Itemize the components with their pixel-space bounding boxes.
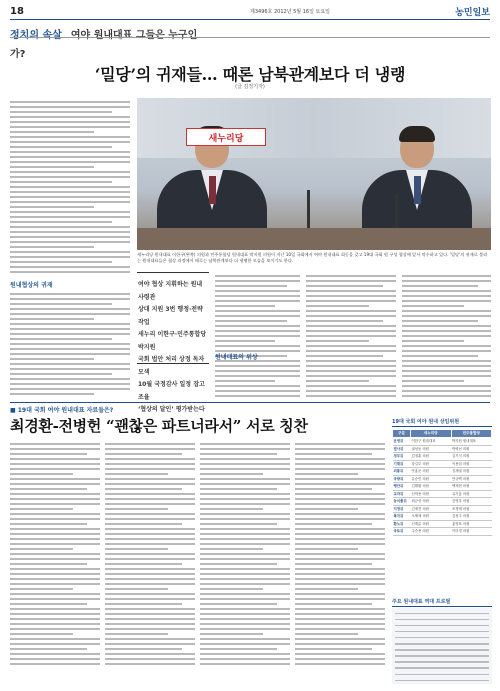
story2-column-1 bbox=[10, 440, 100, 685]
table-header-cell: 민주통합당 bbox=[451, 430, 492, 438]
story1-byline: (글 김정기자) bbox=[235, 84, 265, 90]
story2-column-2 bbox=[105, 440, 195, 685]
microphone-icon bbox=[307, 190, 310, 230]
table-cell: 최규성 의원 bbox=[411, 498, 452, 506]
story2-tag: ■ 19대 국회 여야 원내대표 자료들은? bbox=[10, 407, 114, 414]
story1-column-3 bbox=[306, 272, 396, 398]
table-row bbox=[393, 475, 492, 483]
table-cell: 김재경 의원 bbox=[411, 505, 452, 513]
table-cell: 농식품위 bbox=[393, 498, 411, 506]
story2-headline: 최경환-전병헌 “괜찮은 파트너라서” 서로 칭찬 bbox=[10, 417, 308, 435]
section-rule bbox=[10, 37, 490, 38]
table-cell: 박지원 원내대표 bbox=[451, 438, 492, 446]
table-row bbox=[393, 513, 492, 521]
table-cell: 유기홍 의원 bbox=[451, 490, 492, 498]
table-cell: 김정훈 의원 bbox=[411, 453, 452, 461]
table-row bbox=[393, 468, 492, 476]
table-row bbox=[393, 460, 492, 468]
table-cell: 행안위 bbox=[393, 483, 411, 491]
table-cell: 권성동 의원 bbox=[411, 445, 452, 453]
table-cell: 김기식 의원 bbox=[451, 453, 492, 461]
page-header bbox=[10, 6, 490, 20]
story1-column-1 bbox=[10, 98, 130, 273]
story2-column-4 bbox=[295, 440, 385, 685]
newspaper-logo: 농민일보 bbox=[455, 8, 490, 18]
table-row bbox=[393, 490, 492, 498]
pull-quote-line: 상대 지원 3번 행정·전략 작업 bbox=[138, 306, 203, 326]
party-sign bbox=[186, 128, 266, 146]
table-cell: 김영록 의원 bbox=[451, 498, 492, 506]
table-cell: 박영선 의원 bbox=[451, 445, 492, 453]
table2-title: 주요 원내대표 역대 프로필 bbox=[392, 598, 492, 607]
story1-subhead-2: 원내대표의 위상 bbox=[215, 354, 258, 361]
pull-quote bbox=[137, 272, 209, 413]
table-cell: 신계륜 의원 bbox=[411, 520, 452, 528]
story1-subhead-1: 원내협상의 귀재 bbox=[10, 282, 53, 289]
table-cell: 오제세 의원 bbox=[411, 513, 452, 521]
table-cell: 운영위 bbox=[393, 438, 411, 446]
table1 bbox=[392, 418, 492, 536]
table-cell: 복지위 bbox=[393, 513, 411, 521]
table-cell: 외통위 bbox=[393, 468, 411, 476]
table-cell: 정무위 bbox=[393, 453, 411, 461]
table-cell: 김성주 의원 bbox=[451, 513, 492, 521]
party-sign-text: 새누리당 bbox=[208, 134, 244, 144]
pull-quote-line: 새누리 이한구·민주통합당 박지원 bbox=[138, 331, 207, 351]
table-row bbox=[393, 528, 492, 536]
table2-body bbox=[392, 608, 492, 684]
table-row bbox=[393, 438, 492, 446]
table-header-cell: 구분 bbox=[393, 430, 411, 438]
table-row bbox=[393, 445, 492, 453]
table-header-row bbox=[393, 430, 492, 438]
table-cell: 이미경 의원 bbox=[451, 528, 492, 536]
table-row bbox=[393, 520, 492, 528]
photo-desk bbox=[137, 228, 491, 250]
table-cell: 주승용 의원 bbox=[411, 528, 452, 536]
table-cell: 조경태 의원 bbox=[451, 505, 492, 513]
page-number: 18 bbox=[10, 6, 24, 17]
table-cell: 강길부 의원 bbox=[411, 460, 452, 468]
table-cell: 안홍준 의원 bbox=[411, 468, 452, 476]
story1-column-4 bbox=[402, 272, 491, 398]
story1-column-1b bbox=[10, 290, 130, 400]
table-header-cell: 새누리당 bbox=[411, 430, 452, 438]
table-cell: 국방위 bbox=[393, 475, 411, 483]
section-heading bbox=[10, 23, 210, 60]
pull-quote-line: 10월 국정감사 일정 잡고 조율 bbox=[138, 381, 205, 401]
table-cell: 지경위 bbox=[393, 505, 411, 513]
pull-quote-line: 국회 법안 처리 상정 독자 모색 bbox=[138, 356, 205, 376]
table-cell: 기재위 bbox=[393, 460, 411, 468]
table-cell: 환노위 bbox=[393, 520, 411, 528]
story-divider bbox=[10, 402, 490, 403]
table-cell: 홍영표 의원 bbox=[451, 520, 492, 528]
table-cell: 심재권 의원 bbox=[451, 468, 492, 476]
table-cell: 신학용 의원 bbox=[411, 490, 452, 498]
table1-body bbox=[393, 438, 492, 536]
table-cell: 김태환 의원 bbox=[411, 483, 452, 491]
table-cell: 이한구 원내대표 bbox=[411, 438, 452, 446]
section-subtitle: 여야 원내대표 그들은 누구인가? bbox=[10, 30, 198, 60]
story1-photo bbox=[137, 98, 491, 250]
story1-column-2 bbox=[215, 272, 300, 398]
pull-quote-line: ‘협상의 달인’ 평가받는다 bbox=[138, 406, 205, 413]
photo-caption: 새누리당 원내대표 이한구(왼쪽) 의원과 민주통합당 원내대표 박지원 의원이 지난 10일 국회에서 여야 원내대표 회동을 갖고 19대 국회 원 구성 협상에 앞서 악수하고 있다. '밀당'의 귀재로 불리는 원내대표들은 협상 과정에서 때로는 남북관계보다 더 냉랭한 모습을 보이기도 한다. bbox=[137, 252, 488, 263]
story1-headline: ‘밀당’의 귀재들… 때론 남북관계보다 더 냉랭 bbox=[94, 65, 406, 84]
table-cell: 교과위 bbox=[393, 490, 411, 498]
table-cell: 안규백 의원 bbox=[451, 475, 492, 483]
table-row bbox=[393, 483, 492, 491]
pull-quote-line: 여야 협상 지휘하는 원내 사령관 bbox=[138, 281, 203, 301]
table-cell: 이용섭 의원 bbox=[451, 460, 492, 468]
table1-title: 19대 국회 여야 원내 상임위원 bbox=[392, 418, 492, 427]
table-cell: 백재현 의원 bbox=[451, 483, 492, 491]
issue-info: 제3496호 2012년 5월 16일 토요일 bbox=[250, 9, 330, 15]
story2-column-3 bbox=[200, 440, 290, 685]
section-title: 정치의 속살 bbox=[10, 30, 62, 41]
table-cell: 법사위 bbox=[393, 445, 411, 453]
table-row bbox=[393, 498, 492, 506]
table-cell: 국토위 bbox=[393, 528, 411, 536]
table-row bbox=[393, 453, 492, 461]
table1-grid bbox=[392, 429, 492, 536]
table-row bbox=[393, 505, 492, 513]
table-cell: 유승민 의원 bbox=[411, 475, 452, 483]
